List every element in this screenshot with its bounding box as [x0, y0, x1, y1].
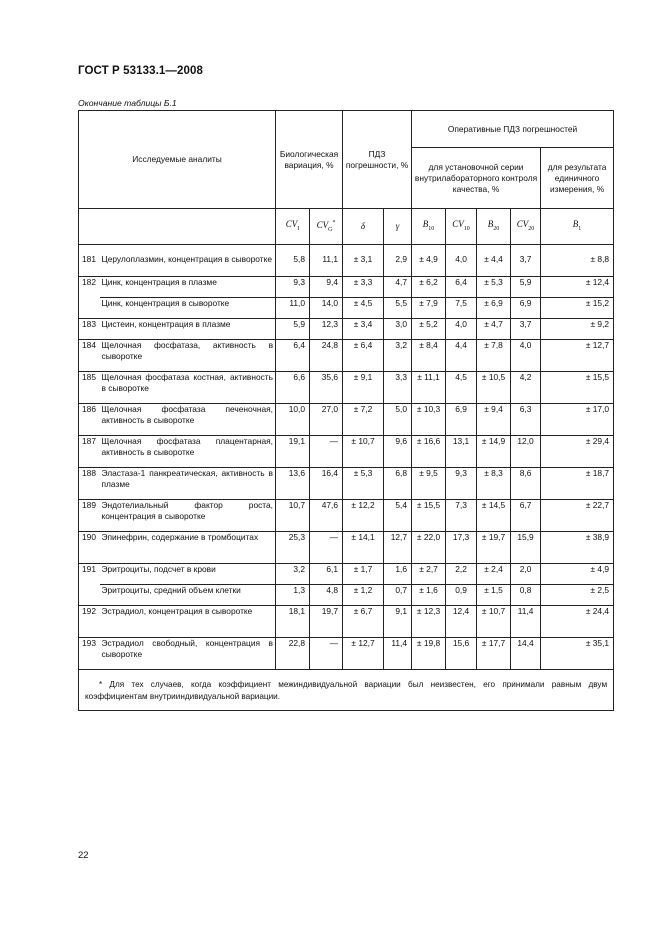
cell-cv20: 6,7 — [511, 500, 541, 532]
cell-gamma: 5,0 — [384, 404, 412, 436]
cell-delta: ± 4,5 — [343, 298, 384, 319]
cell-cv-i: 25,3 — [276, 532, 310, 564]
table-row — [79, 298, 614, 319]
cell-b1: ± 17,0 — [541, 404, 614, 436]
row-index: 184 — [79, 340, 100, 372]
cell-cv-g: — — [310, 638, 343, 670]
row-separator — [79, 563, 614, 564]
cell-delta: ± 1,7 — [343, 564, 384, 585]
cell-cv20: 11,4 — [511, 606, 541, 638]
cell-cv-g: 16,4 — [310, 468, 343, 500]
row-index: 187 — [79, 436, 100, 468]
row-separator — [79, 318, 614, 319]
cell-cv10: 7,3 — [446, 500, 477, 532]
row-index: 182 — [79, 277, 100, 298]
cell-gamma: 3,2 — [384, 340, 412, 372]
row-separator — [79, 531, 614, 532]
table-row — [79, 585, 614, 606]
cell-cv-g: 27,0 — [310, 404, 343, 436]
header-analytes-blank — [79, 209, 276, 245]
analyte-name: Эластаза-1 панкреатическая, активность в плазме — [100, 468, 276, 500]
cell-cv10: 9,3 — [446, 468, 477, 500]
row-separator — [79, 499, 614, 500]
cell-b20: ± 7,8 — [477, 340, 511, 372]
cell-cv10: 4,4 — [446, 340, 477, 372]
cell-b20: ± 6,9 — [477, 298, 511, 319]
cell-delta: ± 3,4 — [343, 319, 384, 340]
table-row — [79, 500, 614, 532]
cell-cv-g: 4,8 — [310, 585, 343, 606]
cell-cv-g: 24,8 — [310, 340, 343, 372]
cell-b20: ± 14,9 — [477, 436, 511, 468]
analyte-name: Эстрадиол свободный, концентрация в сыворотке — [100, 638, 276, 670]
cell-b20: ± 14,5 — [477, 500, 511, 532]
cell-b1: ± 15,2 — [541, 298, 614, 319]
cell-gamma: 4,7 — [384, 277, 412, 298]
row-index: 189 — [79, 500, 100, 532]
cell-b10: ± 5,2 — [412, 319, 446, 340]
header-cv10: $CV_{10}$ — [446, 209, 477, 245]
header-gamma: γ — [384, 209, 412, 245]
cell-b1: ± 2,5 — [541, 585, 614, 606]
cell-cv-g: 19,7 — [310, 606, 343, 638]
cell-b20: ± 1,5 — [477, 585, 511, 606]
row-separator — [79, 403, 614, 404]
cell-b10: ± 19,8 — [412, 638, 446, 670]
cell-b20: ± 10,7 — [477, 606, 511, 638]
cell-cv10: 6,9 — [446, 404, 477, 436]
table-row — [79, 436, 614, 468]
cell-delta: ± 12,2 — [343, 500, 384, 532]
cell-cv10: 7,5 — [446, 298, 477, 319]
cell-cv-g: 11,1 — [310, 245, 343, 277]
cell-cv20: 6,3 — [511, 404, 541, 436]
cell-b10: ± 2,7 — [412, 564, 446, 585]
cell-cv-i: 10,0 — [276, 404, 310, 436]
cell-cv10: 2,2 — [446, 564, 477, 585]
cell-gamma: 9,1 — [384, 606, 412, 638]
cell-cv-i: 5,9 — [276, 319, 310, 340]
row-index — [79, 585, 100, 606]
header-cvi: $CV_I$ — [276, 209, 310, 245]
cell-b1: ± 29,4 — [541, 436, 614, 468]
cell-b1: ± 24,4 — [541, 606, 614, 638]
analyte-name: Щелочная фосфатаза костная, активность в сыворотке — [100, 372, 276, 404]
cell-delta: ± 3,1 — [343, 245, 384, 277]
data-table — [78, 110, 614, 711]
cell-cv10: 4,0 — [446, 245, 477, 277]
cell-b20: ± 19,7 — [477, 532, 511, 564]
cell-b10: ± 1,6 — [412, 585, 446, 606]
analyte-name: Эритроциты, средний объем клетки — [100, 585, 276, 606]
cell-b20: ± 8,3 — [477, 468, 511, 500]
cell-cv-i: 19,1 — [276, 436, 310, 468]
cell-cv20: 4,0 — [511, 340, 541, 372]
cell-b1: ± 15,5 — [541, 372, 614, 404]
cell-b1: ± 4,9 — [541, 564, 614, 585]
header-cvg: $CV_G^*$ — [310, 209, 343, 245]
cell-delta: ± 12,7 — [343, 638, 384, 670]
table-row — [79, 245, 614, 277]
table-footnote: * Для тех случаев, когда коэффициент межиндивидуальной вариации был неизвестен, его принимали равным двум коэффициентам внутрииндивидуальной вариации. — [79, 670, 614, 711]
header-operative: Оперативные ПДЗ погрешностей — [412, 111, 614, 148]
header-cv20: $CV_{20}$ — [511, 209, 541, 245]
row-index: 186 — [79, 404, 100, 436]
cell-cv10: 0,9 — [446, 585, 477, 606]
row-index: 190 — [79, 532, 100, 564]
row-separator — [100, 584, 614, 585]
cell-gamma: 12,7 — [384, 532, 412, 564]
document-header: ГОСТ Р 53133.1—2008 — [78, 65, 203, 77]
cell-cv20: 6,9 — [511, 298, 541, 319]
cell-delta: ± 6,7 — [343, 606, 384, 638]
cell-cv10: 17,3 — [446, 532, 477, 564]
cell-cv-g: 14,0 — [310, 298, 343, 319]
table-row — [79, 372, 614, 404]
row-separator — [79, 637, 614, 638]
table-row — [79, 564, 614, 585]
analyte-name: Цистеин, концентрация в плазме — [100, 319, 276, 340]
header-delta: δ — [343, 209, 384, 245]
cell-delta: ± 6,4 — [343, 340, 384, 372]
cell-b20: ± 4,7 — [477, 319, 511, 340]
cell-b10: ± 10,3 — [412, 404, 446, 436]
table-row — [79, 532, 614, 564]
table-header — [79, 111, 614, 245]
cell-cv20: 3,7 — [511, 319, 541, 340]
cell-cv20: 3,7 — [511, 245, 541, 277]
cell-cv-g: — — [310, 436, 343, 468]
cell-cv-i: 9,3 — [276, 277, 310, 298]
header-b20: $B_{20}$ — [477, 209, 511, 245]
cell-gamma: 5,4 — [384, 500, 412, 532]
cell-delta: ± 1,2 — [343, 585, 384, 606]
row-index: 185 — [79, 372, 100, 404]
cell-cv-g: 12,3 — [310, 319, 343, 340]
cell-cv20: 2,0 — [511, 564, 541, 585]
cell-cv-g: 9,4 — [310, 277, 343, 298]
row-index: 181 — [79, 245, 100, 277]
cell-delta: ± 5,3 — [343, 468, 384, 500]
cell-b10: ± 22,0 — [412, 532, 446, 564]
cell-b20: ± 2,4 — [477, 564, 511, 585]
analyte-name: Эритроциты, подсчет в крови — [100, 564, 276, 585]
row-separator — [79, 371, 614, 372]
cell-cv-g: — — [310, 532, 343, 564]
analyte-name: Цинк, концентрация в сыворотке — [100, 298, 276, 319]
cell-cv-i: 13,6 — [276, 468, 310, 500]
cell-b20: ± 5,3 — [477, 277, 511, 298]
analyte-name: Эпинефрин, содержание в тромбоцитах — [100, 532, 276, 564]
cell-cv-i: 10,7 — [276, 500, 310, 532]
cell-gamma: 6,8 — [384, 468, 412, 500]
table-row — [79, 404, 614, 436]
cell-cv20: 8,6 — [511, 468, 541, 500]
analyte-name: Щелочная фосфатаза плацентарная, активность в сыворотке — [100, 436, 276, 468]
cell-gamma: 3,0 — [384, 319, 412, 340]
cell-cv-i: 6,4 — [276, 340, 310, 372]
header-b10: $B_{10}$ — [412, 209, 446, 245]
cell-cv10: 4,5 — [446, 372, 477, 404]
cell-b1: ± 35,1 — [541, 638, 614, 670]
cell-delta: ± 7,2 — [343, 404, 384, 436]
row-index: 193 — [79, 638, 100, 670]
cell-b20: ± 17,7 — [477, 638, 511, 670]
cell-cv20: 12,0 — [511, 436, 541, 468]
cell-b20: ± 9,4 — [477, 404, 511, 436]
cell-b1: ± 8,8 — [541, 245, 614, 277]
row-index: 192 — [79, 606, 100, 638]
analyte-name: Щелочная фосфатаза печеночная, активность в сыворотке — [100, 404, 276, 436]
cell-gamma: 3,3 — [384, 372, 412, 404]
row-index: 183 — [79, 319, 100, 340]
cell-cv-i: 22,8 — [276, 638, 310, 670]
cell-cv20: 5,9 — [511, 277, 541, 298]
cell-cv10: 13,1 — [446, 436, 477, 468]
cell-cv-g: 35,6 — [310, 372, 343, 404]
cell-b1: ± 9,2 — [541, 319, 614, 340]
cell-b1: ± 12,4 — [541, 277, 614, 298]
cell-cv-i: 6,6 — [276, 372, 310, 404]
row-separator — [79, 276, 614, 277]
cell-gamma: 5,5 — [384, 298, 412, 319]
row-index: 188 — [79, 468, 100, 500]
cell-b10: ± 15,5 — [412, 500, 446, 532]
cell-b10: ± 9,5 — [412, 468, 446, 500]
table-row — [79, 277, 614, 298]
cell-cv-g: 47,6 — [310, 500, 343, 532]
table-caption: Окончание таблицы Б.1 — [78, 98, 177, 108]
cell-cv20: 0,8 — [511, 585, 541, 606]
header-analytes: Исследуемые аналиты — [79, 111, 276, 209]
cell-b10: ± 11,1 — [412, 372, 446, 404]
table-row — [79, 606, 614, 638]
cell-delta: ± 9,1 — [343, 372, 384, 404]
table-row — [79, 319, 614, 340]
table-row — [79, 638, 614, 670]
header-pdz: ПДЗ погрешности, % — [343, 111, 412, 209]
row-separator — [79, 339, 614, 340]
header-setup-series: для установочной серии внутрилабораторного контроля качества, % — [412, 148, 541, 209]
table-row — [79, 468, 614, 500]
row-index: 191 — [79, 564, 100, 585]
cell-b20: ± 4,4 — [477, 245, 511, 277]
row-separator — [79, 467, 614, 468]
cell-gamma: 2,9 — [384, 245, 412, 277]
cell-delta: ± 10,7 — [343, 436, 384, 468]
cell-b1: ± 38,9 — [541, 532, 614, 564]
cell-b10: ± 6,2 — [412, 277, 446, 298]
cell-cv-i: 1,3 — [276, 585, 310, 606]
header-single-result: для результата единичного измерения, % — [541, 148, 614, 209]
cell-cv10: 4,0 — [446, 319, 477, 340]
cell-delta: ± 3,3 — [343, 277, 384, 298]
cell-cv10: 12,4 — [446, 606, 477, 638]
cell-b10: ± 16,6 — [412, 436, 446, 468]
cell-cv-i: 3,2 — [276, 564, 310, 585]
row-index — [79, 298, 100, 319]
header-b1: $B_1$ — [541, 209, 614, 245]
cell-cv-g: 6,1 — [310, 564, 343, 585]
analyte-name: Эндотелиальный фактор роста, концентрация в сыворотке — [100, 500, 276, 532]
cell-b10: ± 4,9 — [412, 245, 446, 277]
cell-cv-i: 5,8 — [276, 245, 310, 277]
cell-gamma: 0,7 — [384, 585, 412, 606]
cell-gamma: 9,6 — [384, 436, 412, 468]
analyte-name: Щелочная фосфатаза, активность в сыворотке — [100, 340, 276, 372]
cell-b10: ± 7,9 — [412, 298, 446, 319]
cell-b1: ± 12,7 — [541, 340, 614, 372]
cell-gamma: 1,6 — [384, 564, 412, 585]
cell-cv-i: 18,1 — [276, 606, 310, 638]
cell-cv20: 4,2 — [511, 372, 541, 404]
cell-gamma: 11,4 — [384, 638, 412, 670]
table-row — [79, 340, 614, 372]
cell-b20: ± 10,5 — [477, 372, 511, 404]
cell-delta: ± 14,1 — [343, 532, 384, 564]
cell-cv10: 15,6 — [446, 638, 477, 670]
analyte-name: Эстрадиол, концентрация в сыворотке — [100, 606, 276, 638]
page-number: 22 — [78, 850, 89, 861]
cell-cv-i: 11,0 — [276, 298, 310, 319]
cell-b1: ± 22,7 — [541, 500, 614, 532]
analyte-name: Цинк, концентрация в плазме — [100, 277, 276, 298]
cell-cv10: 6,4 — [446, 277, 477, 298]
analyte-name: Церулоплазмин, концентрация в сыворотке — [100, 245, 276, 277]
cell-cv20: 15,9 — [511, 532, 541, 564]
cell-cv20: 14,4 — [511, 638, 541, 670]
row-separator — [79, 605, 614, 606]
row-separator — [79, 435, 614, 436]
cell-b10: ± 8,4 — [412, 340, 446, 372]
cell-b10: ± 12,3 — [412, 606, 446, 638]
header-bio-variation: Биологическая вариация, % — [276, 111, 343, 209]
cell-b1: ± 18,7 — [541, 468, 614, 500]
row-separator — [100, 297, 614, 298]
